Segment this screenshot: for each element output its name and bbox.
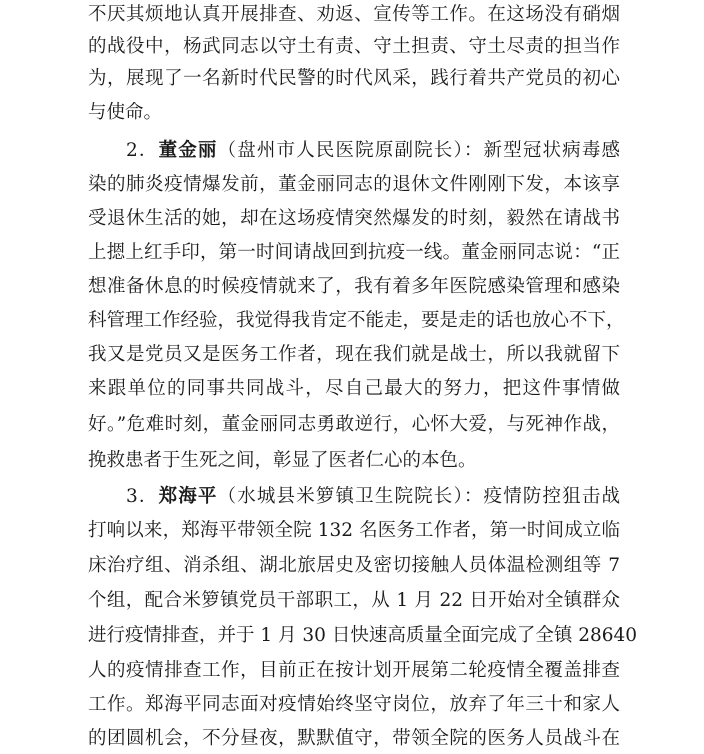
paragraph-line: 受退休生活的她，却在这场疫情突然爆发的时刻，毅然在请战书 [88,208,620,229]
paragraph-line: 我又是党员又是医务工作者，现在我们就是战士，所以我就留下 [88,344,620,365]
paragraph-line: 科管理工作经验，我觉得我肯定不能走，要是走的话也放心不下， [88,310,625,331]
paragraph-line: 床治疗组、消杀组、湖北旅居史及密切接触人员体温检测组等 7 [88,555,620,576]
paragraph-line: 人的疫情排查工作，目前正在按计划开展第二轮疫情全覆盖排查 [88,660,620,681]
paragraph-line: 好。”危难时刻，董金丽同志勇敢逆行，心怀大爱，与死神作战， [88,414,620,435]
paragraph-first-line [126,482,620,512]
paragraph-line: 来跟单位的同事共同战斗，尽自己最大的努力，把这件事情做 [88,378,620,399]
paragraph-line: 为，展现了一名新时代民警的时代风采，践行着共产党员的初心 [88,68,620,89]
paragraph-line: 上摁上红手印，第一时间请战回到抗疫一线。董金丽同志说：“正 [88,242,620,263]
paragraph-line: 工作。郑海平同志面对疫情始终坚守岗位，放弃了年三十和家人 [88,694,620,715]
person-name: 郑海平 [158,486,218,507]
paragraph-line: 染的肺炎疫情爆发前，董金丽同志的退休文件刚刚下发，本该享 [88,174,620,195]
paragraph-first-line [126,136,620,166]
paragraph-line: 挽救患者于生死之间，彰显了医者仁心的本色。 [88,450,477,471]
item-number: 2． [126,140,159,161]
paragraph-line: 的团圆机会，不分昼夜，默默值守，带领全院的医务人员战斗在 [88,728,620,749]
item-number: 3． [126,486,159,507]
paragraph-line: 与使命。 [88,102,163,123]
person-title: （水城县米箩镇卫生院院长）：疫情防控狙击战 [217,486,620,507]
paragraph-line: 想准备休息的时候疫情就来了，我有着多年医院感染管理和感染 [88,276,620,297]
paragraph-line: 不厌其烦地认真开展排查、劝返、宣传等工作。在这场没有硝烟 [88,4,620,25]
paragraph-line: 的战役中，杨武同志以守土有责、守土担责、守土尽责的担当作 [88,36,620,57]
paragraph-line: 个组，配合米箩镇党员干部职工，从 1 月 22 日开始对全镇群众 [88,590,620,611]
paragraph-line: 打响以来，郑海平带领全院 132 名医务工作者，第一时间成立临 [88,520,620,541]
paragraph-line: 进行疫情排查，并于 1 月 30 日快速高质量全面完成了全镇 28640 [88,625,638,646]
person-title: （盘州市人民医院原副院长）：新型冠状病毒感 [217,140,620,161]
person-name: 董金丽 [158,140,218,161]
